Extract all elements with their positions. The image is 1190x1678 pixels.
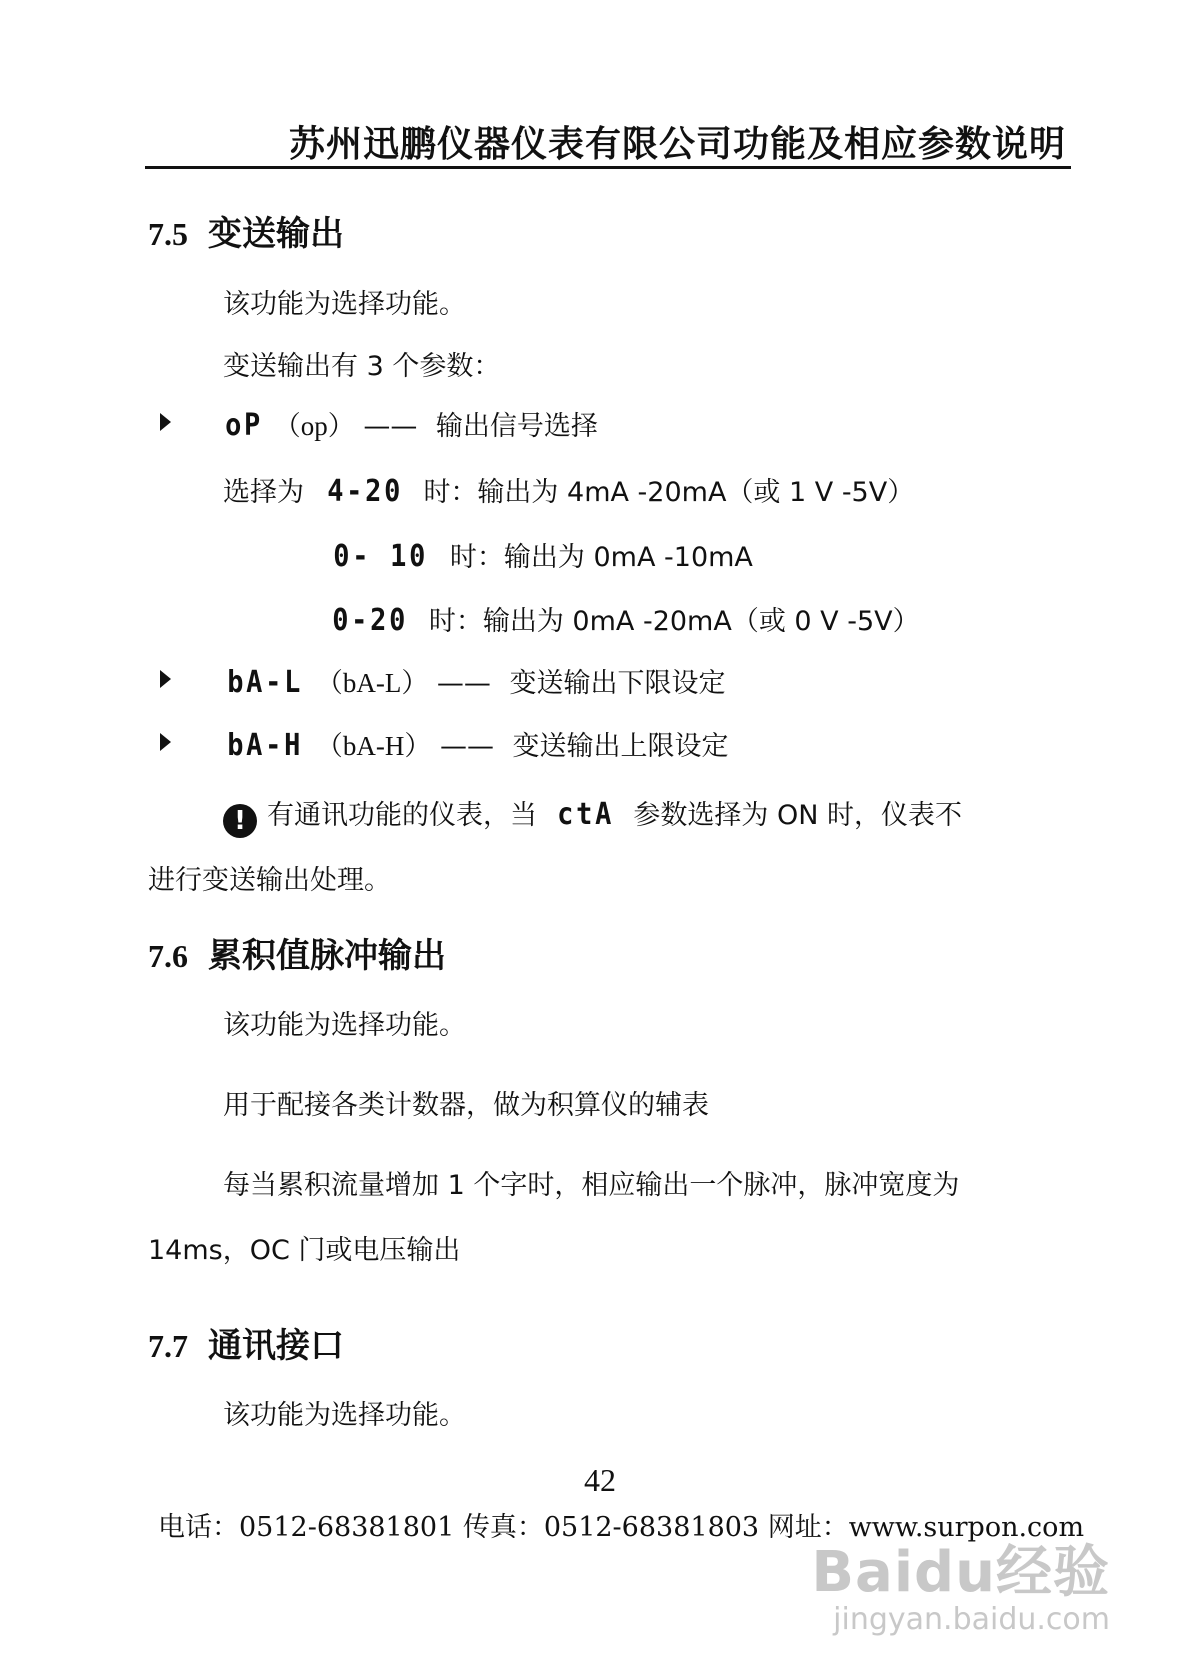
note-part1: 有通讯功能的仪表，当 xyxy=(267,800,537,831)
section-title: 累积值脉冲输出 xyxy=(208,936,446,976)
section-7-6-heading xyxy=(148,928,446,977)
bullet-icon xyxy=(160,670,171,688)
param-ba-h-row xyxy=(223,724,729,763)
section-7-5-heading xyxy=(148,206,344,255)
watermark-main: Baidu经验 xyxy=(811,1540,1110,1605)
baidu-watermark xyxy=(811,1528,1110,1637)
param-code: （bA-L） xyxy=(315,668,429,698)
section-7-6-line-1: 该功能为选择功能。 xyxy=(223,1010,466,1041)
options-prefix: 选择为 xyxy=(223,477,304,508)
section-7-7-line-1: 该功能为选择功能。 xyxy=(223,1400,466,1431)
seg-display-op: oP xyxy=(225,408,264,443)
param-op-row xyxy=(223,404,598,443)
section-7-6-line-4: 14ms，OC 门或电压输出 xyxy=(148,1235,461,1266)
seg-display-4-20: 4-20 xyxy=(326,474,403,509)
option-suffix: 时：输出为 4mA -20mA（或 1 V -5V） xyxy=(423,477,915,508)
seg-display-0-20: 0-20 xyxy=(332,603,409,638)
bullet-icon xyxy=(160,733,171,751)
option-row-0-20 xyxy=(328,599,920,638)
param-desc: 变送输出上限设定 xyxy=(512,731,729,762)
warning-icon: ! xyxy=(223,804,257,838)
note-line-1 xyxy=(223,793,962,838)
param-code: （op） xyxy=(273,411,355,441)
page-header-title: 苏州迅鹏仪器仪表有限公司功能及相应参数说明 xyxy=(288,124,1066,165)
option-suffix: 时：输出为 0mA -20mA（或 0 V -5V） xyxy=(428,606,920,637)
note-line-2: 进行变送输出处理。 xyxy=(148,865,391,896)
note-part2: 参数选择为 ON 时，仪表不 xyxy=(633,800,962,831)
param-code: （bA-H） xyxy=(315,731,432,761)
section-7-7-heading xyxy=(148,1318,344,1367)
option-row-4-20 xyxy=(223,470,914,509)
param-count-text: 变送输出有 3 个参数： xyxy=(223,351,501,382)
section-number: 7.6 xyxy=(148,938,188,974)
seg-display-ba-l: bA-L xyxy=(227,665,304,700)
section-title: 变送输出 xyxy=(208,214,344,254)
watermark-sub: jingyan.baidu.com xyxy=(833,1602,1110,1637)
param-desc: 变送输出下限设定 xyxy=(509,668,726,699)
seg-display-ba-h: bA-H xyxy=(227,728,304,763)
option-row-0-10 xyxy=(328,535,753,574)
bullet-icon xyxy=(160,413,171,431)
seg-display-0-10: 0- 10 xyxy=(333,539,429,574)
param-dash: —— xyxy=(436,668,491,699)
section-7-6-line-2: 用于配接各类计数器，做为积算仪的辅表 xyxy=(223,1090,709,1121)
section-number: 7.7 xyxy=(148,1328,188,1364)
section-number: 7.5 xyxy=(148,216,188,252)
footer-contact: 电话：0512-68381801 传真：0512-68381803 网址：www.surpon.com xyxy=(158,1512,1085,1543)
seg-display-cta: ctA xyxy=(556,797,614,832)
section-7-5-intro: 该功能为选择功能。 xyxy=(223,289,466,320)
param-ba-l-row xyxy=(223,661,726,700)
option-suffix: 时：输出为 0mA -10mA xyxy=(449,542,753,573)
param-dash: —— xyxy=(363,411,418,442)
param-dash: —— xyxy=(439,731,494,762)
header-divider xyxy=(145,166,1071,169)
page-number: 42 xyxy=(584,1462,616,1498)
section-7-6-line-3: 每当累积流量增加 1 个字时，相应输出一个脉冲，脉冲宽度为 xyxy=(223,1170,960,1201)
section-title: 通讯接口 xyxy=(208,1326,344,1366)
param-desc: 输出信号选择 xyxy=(435,411,598,442)
